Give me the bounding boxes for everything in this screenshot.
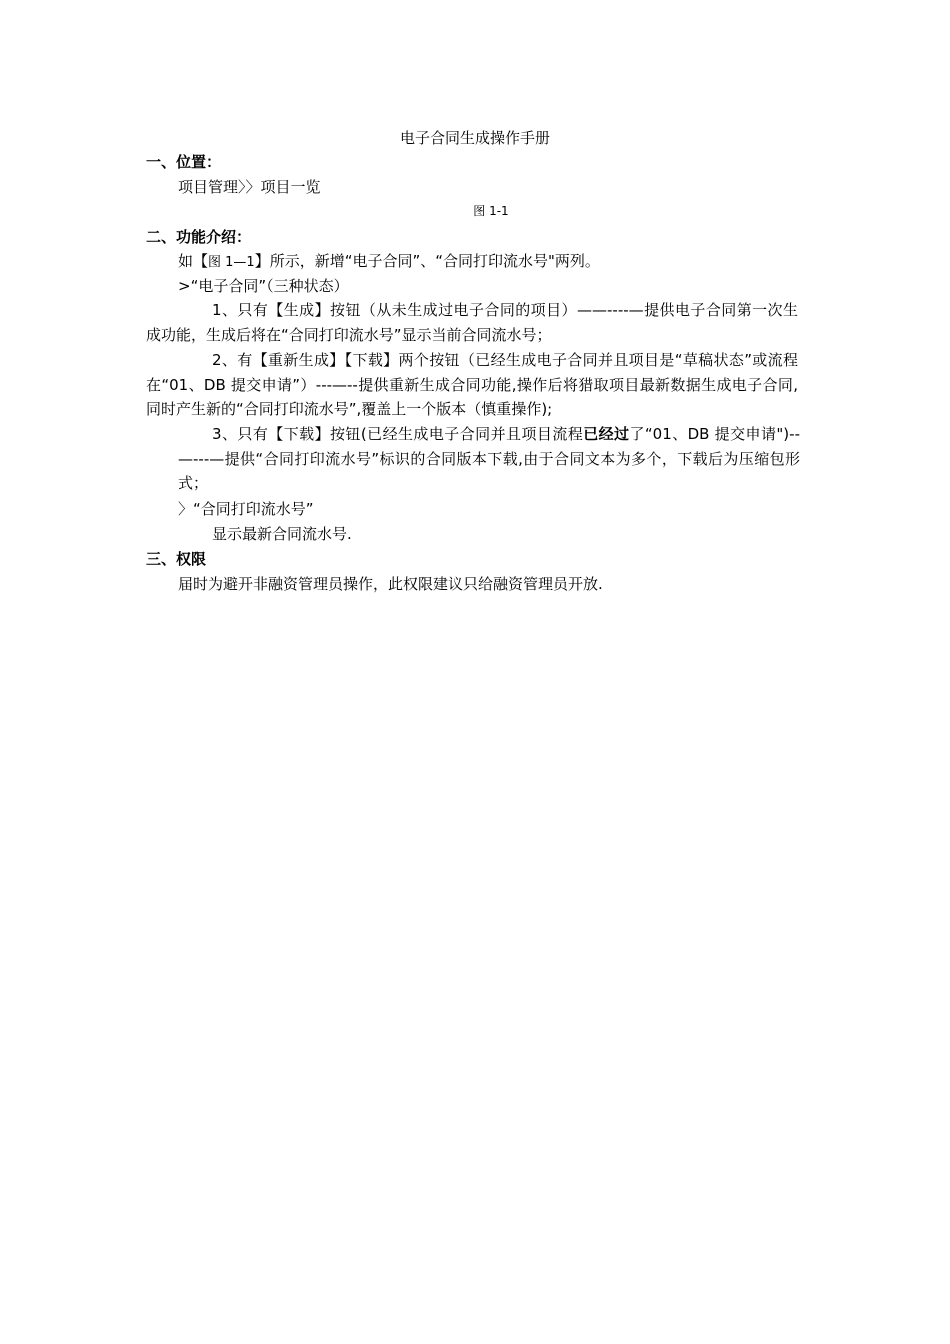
- item3-text-bold: 已经过: [583, 425, 630, 443]
- contract-state-item-3: [178, 422, 800, 496]
- features-intro: [178, 250, 600, 274]
- section-heading-permissions: 三、权限: [146, 550, 207, 568]
- item3-text-before: 3、只有【下载】按钮(已经生成电子合同并且项目流程: [212, 425, 584, 443]
- figure-caption: 图 1-1: [473, 204, 509, 218]
- contract-state-item-1: 1、只有【生成】按钮（从未生成过电子合同的项目）——----—提供电子合同第一次生成功能，生成后将在“合同打印流水号”显示当前合同流水号；: [146, 301, 798, 344]
- figure-reference: 图 1—1: [208, 255, 255, 270]
- document-title: 电子合同生成操作手册: [399, 129, 550, 147]
- subsection-serial-title: 〉“合同打印流水号”: [178, 500, 314, 518]
- section-heading-features: 二、功能介绍：: [146, 228, 252, 246]
- intro-prefix: 如【: [178, 252, 209, 270]
- intro-suffix: 】所示，新增“电子合同”、“合同打印流水号"两列。: [254, 252, 600, 270]
- location-path: 项目管理〉〉项目一览: [178, 178, 321, 196]
- contract-state-item-2: 2、有【重新生成】【下载】两个按钮（已经生成电子合同并且项目是“草稿状态”或流程在“01、DB 提交申请”）---—--提供重新生成合同功能,操作后将猎取项目最新数据生成电子合同,同时产生新的“合同打印流水号”,覆盖上一个版本（慎重操作);: [146, 351, 798, 418]
- item3-text-after: 了“01、DB 提交申请")--—---—提供“合同打印流水号”标识的合同版本下载,由于合同文本为多个，下载后为压缩包形式；: [178, 425, 800, 492]
- subsection-contract-title: >“电子合同”（三种状态）: [178, 277, 349, 295]
- serial-description: 显示最新合同流水号.: [212, 525, 352, 543]
- section-heading-location: 一、位置：: [146, 153, 222, 171]
- permissions-text: 届时为避开非融资管理员操作，此权限建议只给融资管理员开放.: [178, 575, 603, 593]
